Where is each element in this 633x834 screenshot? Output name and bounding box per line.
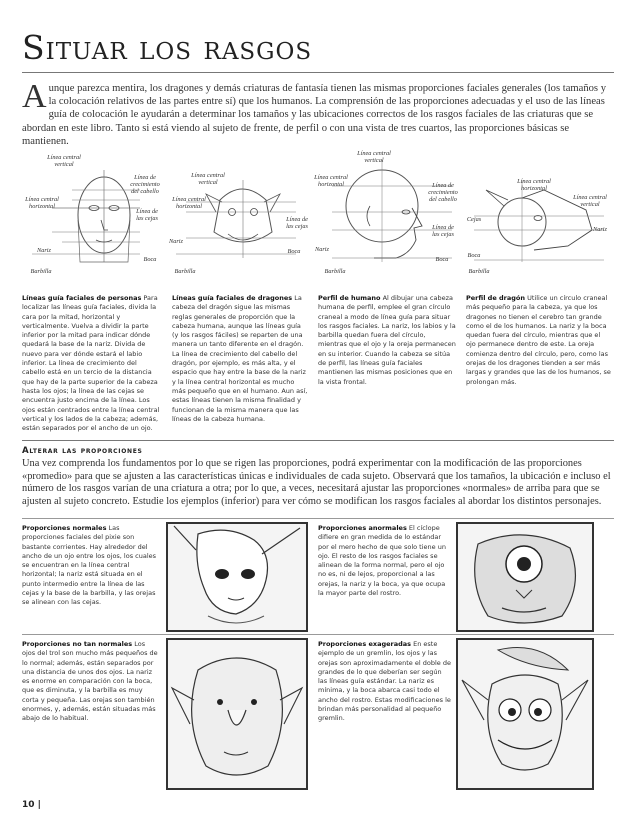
caption-dragon-front — [172, 294, 308, 424]
diagram-human-front — [22, 150, 164, 280]
diagram-dragon-front — [166, 150, 310, 280]
label-barbilla: Barbilla — [30, 268, 52, 275]
label-boca-3: Boca — [435, 256, 449, 263]
label-linea-cejas-3: Línea de las cejas — [432, 224, 454, 238]
intro-text: unque parezca mentira, los dragones y demás criaturas de fantasía tienen las mismas proporciones faciales generales (los tamaños y la colocación relativos de las partes entre sí) que los humanos. La comprensión de las proporciones adecuadas y el uso de las líneas guía de colocación le ayudarán a determinar los tamaños y las ubicaciones correctos de los rasgos faciales de las criaturas que se abordan en este libro. Tanto si está viendo al sujeto de frente, de perfil o con una vista de tres cuartos, las proporciones básicas se mantienen. — [22, 83, 606, 147]
troll-illustration — [166, 638, 308, 790]
label-linea-cejas: Línea de las cejas — [136, 208, 158, 222]
page-number-value: 10 — [22, 800, 35, 810]
label-barbilla-2: Barbilla — [174, 268, 196, 275]
label-barbilla-4: Barbilla — [468, 268, 490, 275]
label-linea-central-vertical-3: Línea central vertical — [357, 150, 391, 164]
example-text: Las proporciones faciales del pixie son bastante corrientes. Hay alrededor del ancho de un ojo entre los ojos, los cuales se encuentran en la línea central horizontal; la nariz está situada en el punto intermedio entre la línea de las cejas y la base de la barbilla, y las orejas se alinean con las cejas. — [22, 524, 157, 607]
example-title: Proporciones no tan normales — [22, 640, 133, 648]
diagram-dragon-profile — [464, 150, 614, 280]
caption-text: Al dibujar una cabeza humana de perfil, emplee el gran círculo craneal a modo de línea guía para situar los rasgos faciales. La nariz, los labios y la barbilla quedan fuera del círculo, mientras que el ojo y la oreja permanecen en su interior. Cuando la cabeza se sitúa de perfil, las líneas guía faciales mantienen las mismas posiciones que en la vista frontal. — [318, 294, 456, 386]
label-linea-central-horizontal-3: Línea central horizontal — [314, 174, 348, 188]
label-boca-2: Boca — [287, 248, 301, 255]
examples-rule-middle — [22, 634, 614, 635]
cyclops-sketch — [458, 524, 592, 630]
label-linea-central-vertical: Línea central vertical — [47, 154, 81, 168]
label-boca: Boca — [143, 256, 157, 263]
caption-dragon-profile — [466, 294, 612, 387]
example-not-so-normal-caption — [22, 640, 160, 724]
troll-sketch — [168, 640, 306, 788]
title-rule — [22, 72, 614, 73]
label-linea-crecimiento: Línea de crecimiento del cabello — [130, 174, 160, 195]
section-heading: Alterar las proporciones — [22, 446, 143, 456]
label-barbilla-3: Barbilla — [324, 268, 346, 275]
cyclops-illustration — [456, 522, 594, 632]
label-boca-4: Boca — [467, 252, 481, 259]
label-cejas-4: Cejas — [466, 216, 482, 223]
caption-human-front — [22, 294, 162, 433]
example-title: Proporciones normales — [22, 524, 107, 532]
gremlin-illustration — [456, 638, 594, 790]
pixie-sketch — [168, 524, 306, 630]
label-linea-central-horizontal-2: Línea central horizontal — [172, 196, 206, 210]
label-nariz-3: Nariz — [315, 246, 329, 253]
label-linea-crecimiento-3: Línea de crecimiento del cabello — [428, 182, 458, 203]
label-nariz: Nariz — [37, 247, 51, 254]
label-linea-central-horizontal: Línea central horizontal — [25, 196, 59, 210]
section-rule — [22, 440, 614, 441]
caption-text: Para localizar las líneas guía faciales, divida la cara por la mitad, horizontal y verticalmente. Vuelva a dividir la parte inferior por la mitad para indicar dónde quedará la base de la nariz. Divida de nuevo para ver dónde estará el labio inferior. La línea de crecimiento del cabello está en un tercio de la distancia que hay de la parte superior de la cabeza hasta los ojos; la línea de las cejas se encuentra justo encima de la línea. Los ojos están centrados entre la línea central vertical y los lados de la cabeza; además, están separados por el ancho de un ojo. — [22, 294, 160, 433]
label-linea-central-horizontal-4: Línea central horizontal — [517, 178, 551, 192]
example-title: Proporciones exageradas — [318, 640, 412, 648]
section-body: Una vez comprenda los fundamentos por lo que se rigen las proporciones, podrá experimentar con la modificación de las proporciones «promedio» para que se ajusten a las características únicas e individuales de cada sujeto. Observará que los tamaños, la ubicación e incluso el número de los rasgos varían de una criatura a otra; por lo que, a veces, necesitará ajustar las proporciones «normales» de arriba para que se ajusten al sujeto concreto. Estudie los ejemplos (inferior) para ver cómo se modifican los rasgos faciales al abordar los distintos personajes. — [22, 458, 611, 507]
caption-title: Perfil de humano — [318, 294, 381, 302]
caption-text: Utilice un círculo craneal más pequeño para la cabeza, ya que los dragones no tienen el cerebro tan grande como el de los humanos. La nariz y la boca quedan fuera del círculo, mientras que el ojo permanece dentro de este. La oreja comienza dentro del círculo, pero, como las orejas de los dragones tienden a ser más largas y grandes que las de los humanos, se prolongan más. — [466, 294, 611, 386]
example-normal-caption — [22, 524, 160, 608]
example-text: Los ojos del trol son mucho más pequeños de lo normal; además, están separados por una distancia de unos dos ojos. La nariz es enorme en comparación con la boca, que es diminuta, y la barbilla es muy corta y pequeña. Las orejas son también enormes, y, además, están situadas más abajo de lo habitual. — [22, 640, 158, 723]
caption-title: Perfil de dragón — [466, 294, 526, 302]
example-text: En este ejemplo de un gremlin, los ojos y las orejas son aproximadamente el doble de grandes de lo que deberían ser según las líneas guía estándar. La nariz es mínima, y la boca abarca casi todo el ancho del rostro. Estas modificaciones le brindan más personalidad al pequeño gremlin. — [318, 640, 451, 723]
example-exaggerated-caption — [318, 640, 452, 724]
example-abnormal-caption — [318, 524, 452, 598]
label-nariz-4: Nariz — [593, 226, 607, 233]
example-text: El cíclope difiere en gran medida de lo estándar por el mero hecho de que solo tiene un ojo. El resto de los rasgos faciales se alinean de la forma normal, pero el ojo no es, ni de lejos, proporcional a las orejas, la nariz y la boca, ya que ocupa la mayor parte del rostro. — [318, 524, 446, 598]
page-title: Situar los rasgos — [22, 28, 313, 67]
intro-paragraph — [22, 78, 614, 148]
label-linea-cejas-2: Línea de las cejas — [286, 216, 308, 230]
caption-title: Líneas guía faciales de dragones — [172, 294, 293, 302]
label-linea-central-vertical-2: Línea central vertical — [191, 172, 225, 186]
examples-rule-top — [22, 518, 614, 519]
caption-human-profile — [318, 294, 456, 387]
diagram-human-profile — [312, 150, 462, 280]
drop-cap: A — [22, 78, 47, 115]
caption-title: Líneas guía faciales de personas — [22, 294, 142, 302]
label-linea-central-vertical-4: Línea central vertical — [573, 194, 607, 208]
dragon-profile-sketch — [464, 150, 614, 280]
gremlin-sketch — [458, 640, 592, 788]
dragon-front-sketch — [166, 150, 310, 280]
pixie-illustration — [166, 522, 308, 632]
page-number: 10 | — [22, 800, 41, 810]
example-title: Proporciones anormales — [318, 524, 407, 532]
label-nariz-2: Nariz — [169, 238, 183, 245]
caption-text: La cabeza del dragón sigue las mismas reglas generales de proporción que la cabeza humana, aunque las líneas guía (y los rasgos fáciles) se reparten de una manera un tanto diferente en el dragón. La línea de crecimiento del cabello del dragón, por ejemplo, es más alta, y el espacio que hay entre la base de la nariz y la línea central horizontal es mucho más pequeño que en el humano. Aun así, estas líneas tienen la misma finalidad y funcionan de la misma manera que las líneas de la cabeza humana. — [172, 294, 308, 423]
